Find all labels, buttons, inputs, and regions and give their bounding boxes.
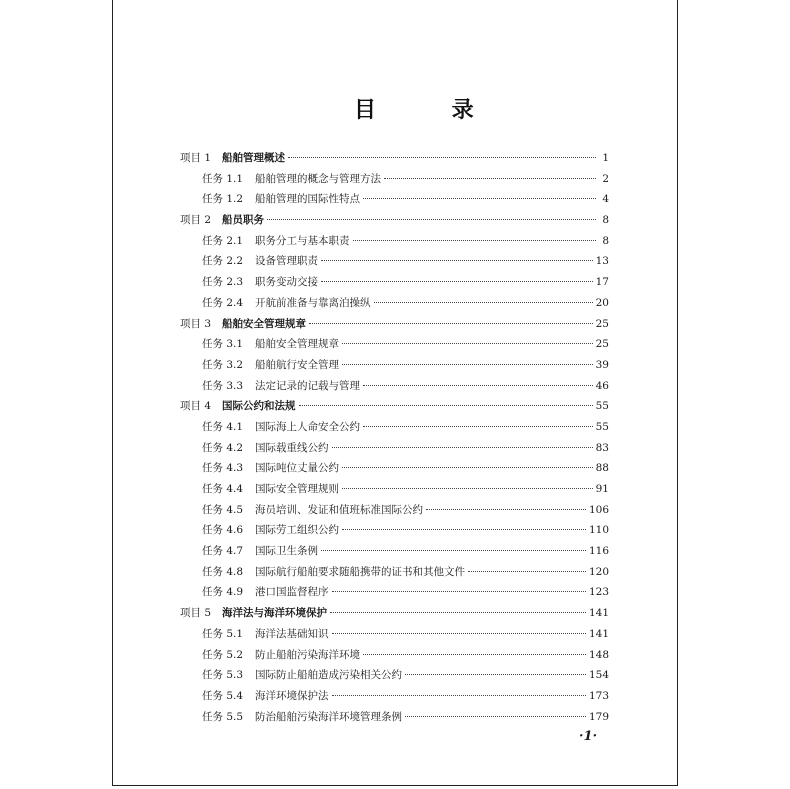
toc-entry-number: 任务 4.5 xyxy=(202,503,244,516)
toc-entry-title: 海员培训、发证和值班标准国际公约 xyxy=(255,503,423,516)
toc-entry-title: 防治船舶污染海洋环境管理条例 xyxy=(255,710,402,723)
toc-entry-page: 8 xyxy=(602,234,609,247)
toc-entry-number: 任务 4.9 xyxy=(202,586,244,599)
toc-entry-number: 任务 4.6 xyxy=(202,524,244,537)
toc-entry-number: 任务 4.7 xyxy=(202,545,244,558)
toc-entry-title: 国际安全管理规则 xyxy=(255,483,339,495)
toc-entry-page: 120 xyxy=(588,565,609,578)
toc-entry-page: 116 xyxy=(588,545,609,558)
toc-entry-title: 海洋环境保护法 xyxy=(255,689,329,702)
toc-entry-title: 国际吨位丈量公约 xyxy=(255,462,339,475)
toc-section-entry[interactable] xyxy=(180,564,609,585)
toc-entry-page: 46 xyxy=(595,379,609,392)
toc-entry-page: 148 xyxy=(588,648,609,661)
toc-entry-number: 项目 4 xyxy=(180,400,212,413)
toc-dot-leader xyxy=(342,467,593,468)
toc-entry-page: 123 xyxy=(588,586,609,599)
toc-section-entry[interactable] xyxy=(180,357,609,378)
toc-entry-title: 防止船舶污染海洋环境 xyxy=(255,648,360,661)
toc-entry-page: 141 xyxy=(588,607,609,620)
toc-section-entry[interactable] xyxy=(180,647,609,668)
toc-entry-number: 任务 4.3 xyxy=(202,462,244,475)
toc-chapter-entry[interactable] xyxy=(180,605,609,626)
toc-section-entry[interactable] xyxy=(180,171,609,192)
toc-dot-leader xyxy=(342,488,593,489)
toc-dot-leader xyxy=(321,281,593,282)
toc-dot-leader xyxy=(332,447,593,448)
toc-entry-page: 179 xyxy=(588,710,609,723)
toc-section-entry[interactable] xyxy=(180,688,609,709)
toc-section-entry[interactable] xyxy=(180,584,609,605)
toc-dot-leader xyxy=(288,157,596,158)
toc-entry-title: 国际劳工组织公约 xyxy=(255,524,339,537)
toc-entry-number: 任务 1.2 xyxy=(202,193,244,206)
toc-entry-page: 154 xyxy=(588,669,609,682)
toc-entry-title: 国际航行船舶要求随船携带的证书和其他文件 xyxy=(255,565,465,578)
toc-dot-leader xyxy=(330,612,586,613)
toc-entry-title: 港口国监督程序 xyxy=(255,586,329,599)
toc-entry-title: 设备管理职责 xyxy=(255,255,318,268)
toc-entry-title: 海洋法与海洋环境保护 xyxy=(222,607,327,620)
toc-entry-page: 13 xyxy=(595,255,609,268)
toc-entry-title: 船舶安全管理规章 xyxy=(222,317,306,330)
toc-dot-leader xyxy=(426,509,586,510)
toc-dot-leader xyxy=(332,695,586,696)
toc-section-entry[interactable] xyxy=(180,709,609,730)
toc-entry-title: 国际海上人命安全公约 xyxy=(255,420,360,433)
toc-entry-page: 20 xyxy=(595,296,609,309)
toc-dot-leader xyxy=(332,591,586,592)
toc-entry-number: 任务 2.3 xyxy=(202,276,244,289)
toc-entry-number: 任务 1.1 xyxy=(202,172,244,185)
toc-entry-number: 任务 3.1 xyxy=(202,338,244,351)
toc-entry-number: 任务 3.3 xyxy=(202,379,244,392)
toc-entry-number: 任务 5.2 xyxy=(202,648,244,661)
toc-entry-number: 任务 4.1 xyxy=(202,420,244,433)
toc-entry-number: 任务 5.3 xyxy=(202,669,244,682)
toc-section-entry[interactable] xyxy=(180,419,609,440)
toc-dot-leader xyxy=(363,426,593,427)
toc-section-entry[interactable] xyxy=(180,460,609,481)
toc-entry-number: 任务 2.1 xyxy=(202,234,244,247)
toc-dot-leader xyxy=(468,571,586,572)
toc-entry-page: 4 xyxy=(602,193,609,206)
toc-entry-page: 17 xyxy=(595,276,609,289)
toc-section-entry[interactable] xyxy=(180,440,609,461)
toc-entry-page: 141 xyxy=(588,627,609,640)
toc-entry-page: 8 xyxy=(602,214,609,227)
toc-entry-title: 船舶管理的国际性特点 xyxy=(255,193,360,206)
toc-entry-page: 2 xyxy=(602,172,609,185)
toc-entry-title: 海洋法基础知识 xyxy=(255,627,329,640)
toc-chapter-entry[interactable] xyxy=(180,150,609,171)
toc-entry-title: 开航前准备与靠离泊操纵 xyxy=(255,296,371,309)
toc-dot-leader xyxy=(405,674,586,675)
toc-entry-number: 项目 3 xyxy=(180,317,212,330)
toc-dot-leader xyxy=(342,343,593,344)
toc-dot-leader xyxy=(332,633,586,634)
toc-section-entry[interactable] xyxy=(180,336,609,357)
toc-section-entry[interactable] xyxy=(180,295,609,316)
toc-dot-leader xyxy=(363,385,593,386)
toc-entry-page: 55 xyxy=(595,420,609,433)
toc-entry-title: 船舶管理的概念与管理方法 xyxy=(255,172,381,185)
toc-dot-leader xyxy=(321,260,593,261)
toc-entry-number: 任务 2.2 xyxy=(202,255,244,268)
toc-dot-leader xyxy=(353,240,597,241)
toc-entry-page: 83 xyxy=(595,441,609,454)
toc-entry-page: 91 xyxy=(595,483,609,495)
toc-dot-leader xyxy=(363,654,586,655)
toc-section-entry[interactable] xyxy=(180,626,609,647)
toc-section-entry[interactable] xyxy=(180,502,609,523)
toc-entry-title: 国际公约和法规 xyxy=(222,400,296,413)
toc-section-entry[interactable] xyxy=(180,233,609,254)
toc-dot-leader xyxy=(374,302,593,303)
toc-dot-leader xyxy=(363,198,596,199)
toc-entry-page: 88 xyxy=(595,462,609,475)
toc-section-entry[interactable] xyxy=(180,543,609,564)
toc-section-entry[interactable] xyxy=(180,274,609,295)
toc-dot-leader xyxy=(321,550,586,551)
toc-list xyxy=(180,150,609,729)
toc-entry-number: 任务 5.1 xyxy=(202,627,244,640)
toc-entry-title: 船员职务 xyxy=(222,214,264,227)
page-number: ·1· xyxy=(579,729,598,744)
toc-title: 目 录 xyxy=(354,98,508,123)
toc-entry-number: 任务 3.2 xyxy=(202,358,244,371)
toc-entry-number: 项目 5 xyxy=(180,607,212,620)
toc-section-entry[interactable] xyxy=(180,191,609,212)
toc-entry-title: 船舶安全管理规章 xyxy=(255,338,339,351)
toc-dot-leader xyxy=(342,529,586,530)
toc-entry-title: 职务分工与基本职责 xyxy=(255,234,350,247)
toc-entry-page: 25 xyxy=(595,338,609,351)
toc-chapter-entry[interactable] xyxy=(180,398,609,419)
toc-dot-leader xyxy=(309,323,593,324)
toc-entry-title: 船舶航行安全管理 xyxy=(255,358,339,371)
toc-section-entry[interactable] xyxy=(180,667,609,688)
toc-entry-number: 任务 4.4 xyxy=(202,483,244,495)
toc-dot-leader xyxy=(299,405,593,406)
toc-dot-leader xyxy=(405,716,586,717)
toc-chapter-entry[interactable] xyxy=(180,316,609,337)
toc-entry-page: 55 xyxy=(595,400,609,413)
toc-section-entry[interactable] xyxy=(180,481,609,502)
toc-section-entry[interactable] xyxy=(180,522,609,543)
toc-entry-number: 任务 5.4 xyxy=(202,689,244,702)
toc-entry-number: 项目 2 xyxy=(180,214,212,227)
toc-entry-title: 职务变动交接 xyxy=(255,276,318,289)
toc-chapter-entry[interactable] xyxy=(180,212,609,233)
toc-entry-number: 项目 1 xyxy=(180,152,212,164)
toc-entry-page: 1 xyxy=(602,152,609,164)
toc-entry-title: 国际卫生条例 xyxy=(255,545,318,558)
toc-entry-number: 任务 5.5 xyxy=(202,710,244,723)
toc-dot-leader xyxy=(342,364,593,365)
toc-entry-title: 国际防止船舶造成污染相关公约 xyxy=(255,669,402,682)
toc-dot-leader xyxy=(384,178,596,179)
toc-entry-page: 106 xyxy=(588,503,609,516)
toc-section-entry[interactable] xyxy=(180,253,609,274)
toc-section-entry[interactable] xyxy=(180,378,609,399)
toc-entry-title: 船舶管理概述 xyxy=(222,152,285,164)
toc-entry-page: 110 xyxy=(588,524,609,537)
toc-entry-title: 国际载重线公约 xyxy=(255,441,329,454)
toc-entry-title: 法定记录的记载与管理 xyxy=(255,379,360,392)
toc-entry-page: 39 xyxy=(595,358,609,371)
toc-entry-number: 任务 4.8 xyxy=(202,565,244,578)
toc-dot-leader xyxy=(267,219,596,220)
toc-entry-number: 任务 4.2 xyxy=(202,441,244,454)
toc-entry-number: 任务 2.4 xyxy=(202,296,244,309)
toc-entry-page: 173 xyxy=(588,689,609,702)
toc-entry-page: 25 xyxy=(595,317,609,330)
